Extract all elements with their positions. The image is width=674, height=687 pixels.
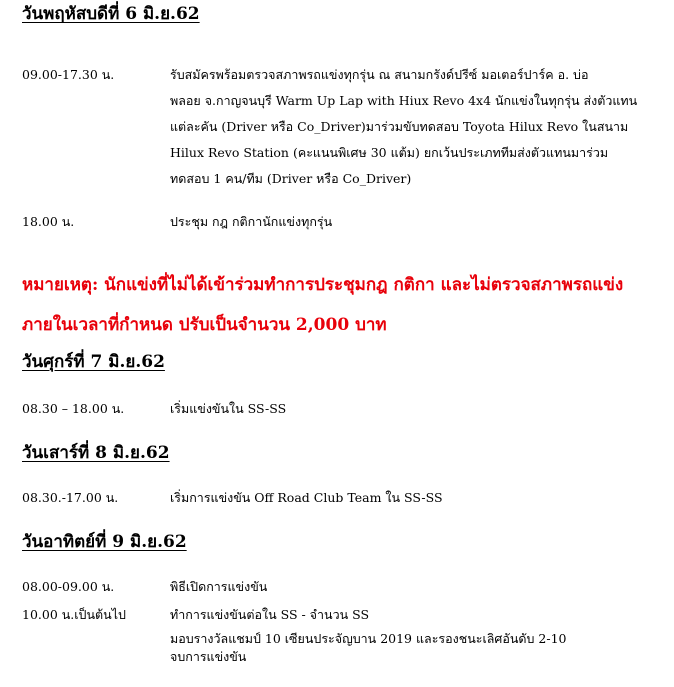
entry-time: 18.00 น.	[22, 214, 75, 229]
description-line: พิธีเปิดการแข่งขัน	[170, 579, 268, 594]
day-heading-saturday: วันเสาร์ที่ 8 มิ.ย.62	[22, 443, 170, 463]
entry-time: 09.00-17.30 น.	[22, 67, 115, 82]
entry-description	[170, 576, 670, 602]
entry-description	[170, 64, 670, 194]
description-line: มอบรางวัลแชมป์ 10 เซียนประจัญบาน 2019 และรองชนะเลิศอันดับ 2-10	[170, 631, 567, 646]
note-line: ภายในเวลาที่กำหนด ปรับเป็นจำนวน 2,000 บาท	[22, 315, 387, 335]
entry-description	[170, 487, 670, 513]
entry-time: 08.30 – 18.00 น.	[22, 401, 125, 416]
description-line: Hilux Revo Station (คะแนนพิเศษ 30 แต้ม) ยกเว้นประเภททีมส่งตัวแทนมาร่วม	[170, 145, 609, 160]
description-line: เริ่มการแข่งขัน Off Road Club Team ใน SS-SS	[170, 490, 443, 505]
description-line: พลอย จ.กาญจนบุรี Warm Up Lap with Hiux Revo 4x4 นักแข่งในทุกรุ่น ส่งตัวแทน	[170, 93, 638, 108]
description-line: เริ่มแข่งขันใน SS-SS	[170, 401, 287, 416]
description-line: ทดสอบ 1 คน/ทีม (Driver หรือ Co_Driver)	[170, 171, 412, 186]
entry-time: 08.00-09.00 น.	[22, 579, 115, 594]
note-line: หมายเหตุ: นักแข่งที่ไม่ได้เข้าร่วมทำการประชุมกฎ กติกา และไม่ตรวจสภาพรถแข่ง	[22, 275, 624, 295]
description-line: จบการแข่งขัน	[170, 649, 247, 664]
description-line: รับสมัครพร้อมตรวจสภาพรถแข่งทุกรุ่น ณ สนามกรังด์ปรีซ์ มอเตอร์ปาร์ค อ. บ่อ	[170, 67, 589, 82]
entry-description	[170, 398, 670, 424]
day-heading-sunday: วันอาทิตย์ที่ 9 มิ.ย.62	[22, 532, 187, 552]
day-heading-thursday: วันพฤหัสบดีที่ 6 มิ.ย.62	[22, 4, 200, 24]
entry-time: 08.30.-17.00 น.	[22, 490, 119, 505]
entry-description	[170, 211, 670, 237]
entry-time: 10.00 น.เป็นต้นไป	[22, 607, 126, 622]
description-line: ทำการแข่งขันต่อใน SS - จำนวน SS	[170, 607, 370, 622]
description-line: แต่ละคัน (Driver หรือ Co_Driver)มาร่วมขับทดสอบ Toyota Hilux Revo ในสนาม	[170, 119, 629, 134]
description-line: ประชุม กฎ กติกานักแข่งทุกรุ่น	[170, 214, 333, 229]
entry-description	[170, 604, 670, 666]
day-heading-friday: วันศุกร์ที่ 7 มิ.ย.62	[22, 352, 165, 372]
